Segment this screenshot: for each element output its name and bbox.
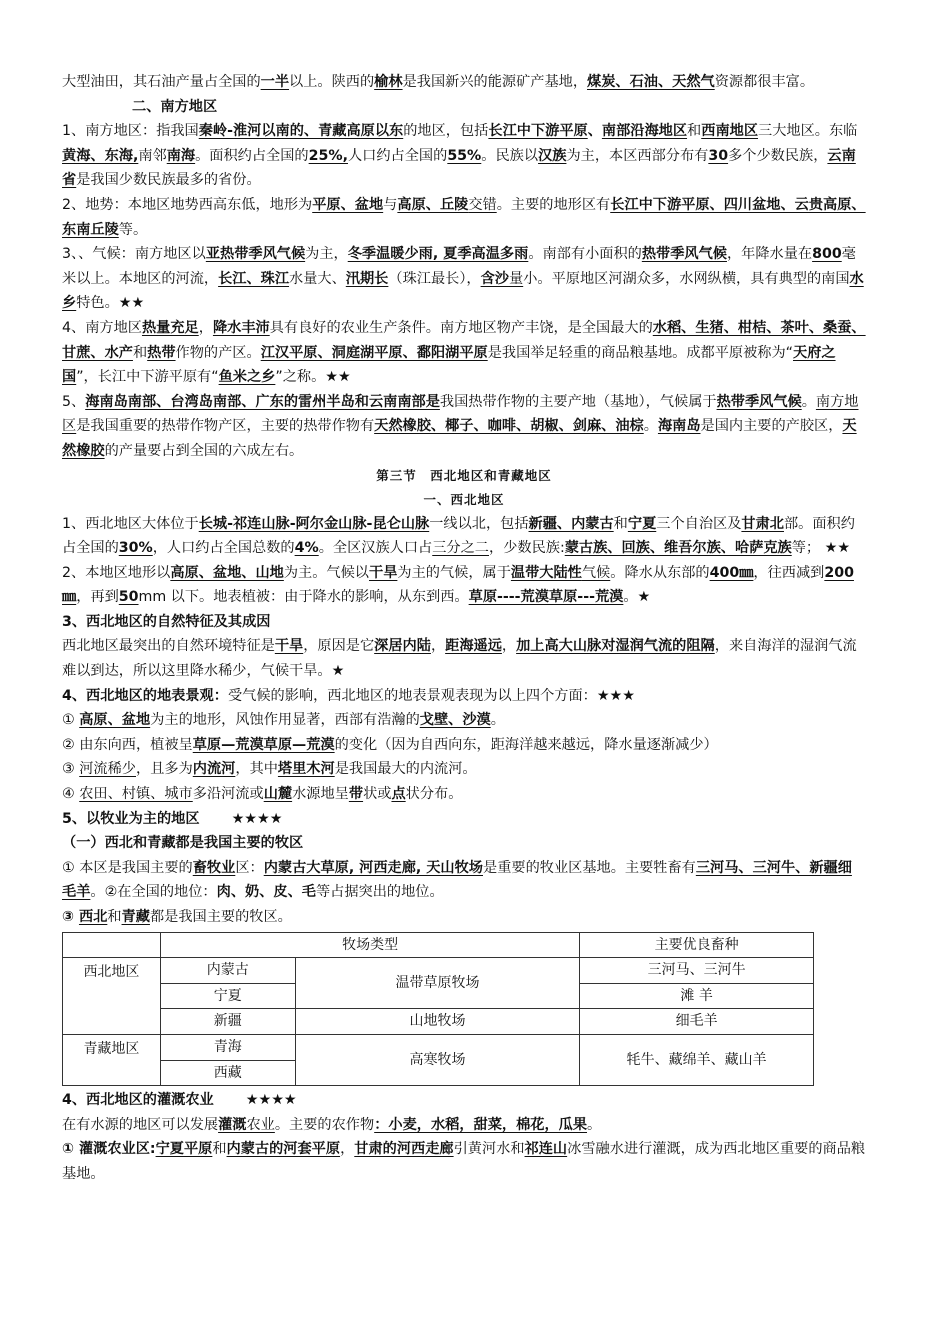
text: 是我国重要的热带作物产区，主要的热带作物有: [76, 418, 375, 435]
table-header-type: 牧场类型: [160, 932, 579, 958]
emphasis: 热量充足: [141, 319, 199, 336]
emphasis: 热带季风气候: [716, 393, 802, 410]
text: 。★: [623, 589, 651, 606]
section-heading-south: 二、南方地区: [132, 98, 218, 115]
emphasis: 干旱: [369, 564, 398, 581]
underlined: 农田、村镇、城市: [79, 786, 193, 803]
emphasis: 塔里木河: [277, 761, 335, 778]
text: 。②在全国的地位：: [90, 884, 217, 901]
paragraph-irrigation-1: [62, 1113, 866, 1138]
emphasis: 800: [812, 246, 842, 263]
text: 为主，本区西部分布有: [566, 147, 709, 164]
emphasis: 宁夏: [627, 515, 657, 532]
text: 4、南方地区: [62, 319, 142, 336]
text: 。面积约占全国的: [195, 147, 309, 164]
text: 为主的地形，风蚀作用显著，西部有浩瀚的: [150, 712, 420, 729]
text: 的变化（因为自西向东，距海洋越来越远，降水量逐渐减少）: [334, 736, 718, 753]
text: 。全区汉族人口占: [318, 540, 433, 557]
text: 和: [132, 344, 148, 361]
emphasis: 4%: [294, 540, 319, 557]
text: 的产量要占到全国的六成左右。: [104, 442, 304, 459]
text: 是我国少数民族最多的省份。: [76, 172, 261, 189]
table-header-breed: 主要优良畜种: [580, 932, 814, 958]
text: ，人口约占全国总数的: [152, 540, 295, 557]
emphasis: 三河马、三河牛、新疆细毛羊: [62, 859, 852, 901]
list-item-1: [62, 708, 866, 733]
emphasis: 榆林: [374, 74, 403, 90]
emphasis: 温带大陆性: [510, 564, 582, 581]
emphasis: 灌溉: [218, 1116, 247, 1133]
emphasis: 南部沿海地区: [601, 123, 688, 140]
table-row: [63, 1034, 814, 1060]
section-title: 第三节 西北地区和青藏地区: [376, 467, 552, 483]
text: ，且多为: [136, 761, 193, 778]
table-cell-region: 西北地区: [63, 958, 161, 1035]
underlined: 三分之二: [432, 540, 489, 557]
underlined: 量: [508, 270, 524, 287]
text: 引黄河水和: [453, 1141, 525, 1158]
emphasis: 祁连山: [524, 1141, 568, 1158]
emphasis: 热带: [147, 344, 176, 361]
emphasis: 蒙古族、回族、维吾尔族、哈萨克族: [564, 540, 792, 557]
text: 西北地区最突出的自然环境特征是: [62, 638, 275, 655]
emphasis: 天府之国: [62, 344, 836, 386]
text: 和: [687, 123, 702, 140]
text: 我国热带作物的主要产地（基地），气候属于: [439, 393, 717, 410]
emphasis: 亚热带季风气候: [205, 246, 306, 263]
text: 。: [587, 1116, 602, 1133]
text: 状或: [363, 786, 392, 803]
text: 人口约占全国的: [347, 147, 448, 164]
emphasis: 肉、奶、皮、毛: [216, 884, 316, 901]
text: 2、本地区地形以: [62, 564, 171, 581]
emphasis: 一半: [260, 74, 290, 90]
emphasis: 新疆、内蒙古: [528, 515, 614, 532]
emphasis: 水稻、生猪、柑桔、茶叶、桑蚕、甘蔗、水产: [62, 319, 866, 361]
text: 毫米以上。本地区的河流，: [62, 246, 856, 287]
emphasis: ：小麦，水稻，甜菜，棉花，瓜果: [374, 1116, 588, 1133]
emphasis: 距海遥远: [445, 638, 502, 655]
paragraph-south-5: [62, 390, 866, 464]
table-cell-breed: 细毛羊: [580, 1009, 814, 1035]
text: 一线以北，包括: [429, 515, 529, 532]
table-cell-type: 高寒牧场: [295, 1034, 580, 1085]
paragraph-nw-1: [62, 512, 866, 561]
table-cell-type: 山地牧场: [295, 1009, 580, 1035]
label: ① 灌溉农业区:: [62, 1141, 156, 1158]
heading-pasture: （一）西北和青藏都是我国主要的牧区: [62, 835, 304, 852]
heading-text: 4、西北地区的灌溉农业: [62, 1092, 214, 1109]
emphasis: 内蒙古大草原, 河西走廊, 天山牧场: [263, 859, 483, 876]
text: 。: [801, 393, 816, 410]
star-rating: ★★★★: [231, 810, 283, 827]
text: ，年降水量在: [726, 246, 813, 263]
emphasis: 25%,: [308, 147, 348, 164]
emphasis: 400㎜: [709, 564, 754, 581]
emphasis: 宁夏平原: [155, 1141, 213, 1158]
table-cell-province: 青海: [160, 1034, 295, 1060]
text: 。南部有小面积的: [528, 246, 642, 263]
emphasis: 含沙: [480, 270, 509, 287]
text: 都是我国主要的牧区。: [149, 909, 292, 925]
underlined: 农业: [246, 1116, 275, 1133]
table-cell-province: 西藏: [160, 1060, 295, 1086]
emphasis: 长江、珠江: [218, 270, 290, 287]
table-cell-breed: 滩 羊: [580, 983, 814, 1009]
star-rating: ★★★★: [245, 1092, 297, 1109]
emphasis: 鱼米之乡: [218, 369, 276, 386]
text: 是重要的牧业区基地。主要牲畜有: [483, 859, 696, 876]
table-cell-province: 内蒙古: [160, 958, 295, 984]
heading-nw-3: 3、西北地区的自然特征及其成因: [62, 613, 271, 630]
paragraph-pasture-3: [62, 905, 866, 930]
text: 大型油田，其石油产量占全国的: [62, 74, 261, 90]
text: 是我国最大的内流河。: [334, 761, 477, 778]
text: 区：: [235, 859, 264, 876]
text: 5、: [62, 393, 86, 410]
text: 三大地区。东临: [758, 123, 858, 140]
list-item-2: [62, 733, 866, 758]
text: 。民族以: [481, 147, 539, 164]
text: 。主要的农作物: [274, 1116, 375, 1133]
text: 状分布。: [405, 786, 463, 803]
emphasis: 50: [118, 589, 139, 606]
text: 冰雪融水进行灌溉，成为西北地区重要的商品粮基地。: [62, 1141, 866, 1182]
emphasis: 青藏: [121, 909, 150, 925]
table-cell-empty: [63, 932, 161, 958]
text: 为主的气候，属于: [397, 564, 511, 581]
text: ，: [501, 638, 517, 655]
text: 小。平原地区河湖众多，水网纵横，具有典型的南国: [523, 270, 850, 287]
emphasis: 高原、盆地、山地: [170, 564, 284, 581]
emphasis: 高原、盆地: [79, 712, 151, 729]
text: 部。面积约占全国的: [62, 515, 855, 557]
emphasis: 点: [391, 786, 406, 803]
table-cell-province: 新疆: [160, 1009, 295, 1035]
text: 是我国新兴的能源矿产基地，: [402, 74, 588, 90]
text: ，往西减到: [753, 564, 825, 581]
text: 作物的产区。: [175, 344, 261, 361]
emphasis: 江汉平原、洞庭湖平原、鄱阳湖平原: [260, 344, 488, 361]
text: 、: [587, 123, 602, 140]
text: 为主，: [305, 246, 348, 263]
text: 多沿河流或: [192, 786, 264, 803]
text: ③: [62, 909, 79, 925]
text: ④: [62, 786, 80, 803]
text: ，少数民族:: [489, 540, 565, 557]
subsection-title: 一、西北地区: [423, 491, 505, 507]
underlined: 交错: [468, 196, 497, 213]
paragraph-pasture-1: [62, 856, 866, 905]
text: ② 由东向西，植被呈: [62, 736, 193, 753]
text: 为主。气候以: [283, 564, 369, 581]
emphasis: 平原、盆地: [312, 196, 384, 213]
text: ”，长江中下游平原有“: [76, 369, 219, 386]
paragraph-south-1: [62, 119, 866, 193]
emphasis: 长江中下游平原: [488, 123, 588, 140]
heading-inline: 4、西北地区的地表景观：: [62, 687, 228, 704]
text: 受气候的影响，西北地区的地表景观表现为以上四个方面：★★★: [227, 687, 635, 704]
emphasis: 草原----荒漠草原---荒漠: [468, 589, 624, 606]
table-row: [63, 1009, 814, 1035]
emphasis: 云南省: [62, 147, 856, 189]
emphasis: 高原、丘陵: [397, 196, 469, 213]
text: 南邻: [138, 147, 167, 164]
emphasis: 热带季风气候: [641, 246, 727, 263]
text: 的地区，包括: [403, 123, 489, 140]
text: ③: [62, 761, 80, 778]
table-cell-breed: 牦牛、藏绵羊、藏山羊: [580, 1034, 814, 1085]
text: mm 以下。地表植被：由于降水的影响，从东到西。: [138, 589, 469, 606]
text: 在有水源的地区可以发展: [62, 1116, 219, 1133]
underlined: 河流稀少: [79, 761, 136, 778]
text: 以上。陕西的: [289, 74, 375, 90]
text: 等。: [118, 221, 148, 238]
emphasis: 海南岛: [657, 418, 701, 435]
text: 和: [613, 515, 628, 532]
text: 具有良好的农业生产条件。南方地区物产丰饶，是全国最大的: [269, 319, 653, 336]
paragraph-south-3: [62, 242, 866, 316]
text: 1、西北地区大体位于: [62, 515, 199, 532]
text: ，来自海洋的湿润气流难以到达，所以这里降水稀少，气候干旱。★: [62, 638, 857, 680]
text: 特色。★★: [76, 295, 145, 312]
underlined: 南方地区: [62, 393, 859, 435]
emphasis: 55%: [447, 147, 482, 164]
text: 等占据突出的地位。: [315, 884, 444, 901]
text: 是我国举足轻重的商品粮基地。成都平原被称为“: [487, 344, 793, 361]
emphasis: 长江中下游平原、四川盆地、云贵高原、东南丘陵: [62, 196, 866, 238]
emphasis: 秦岭-淮河以南的、青藏高原以东: [198, 123, 404, 140]
emphasis: 甘肃北: [741, 515, 784, 532]
paragraph-oilfield: [62, 70, 866, 119]
emphasis: 冬季温暖少雨, 夏季高温多雨: [347, 246, 529, 263]
emphasis: 30: [708, 147, 729, 164]
text: 资源都很丰富。: [714, 74, 815, 90]
text: 。: [490, 712, 505, 729]
text: ，其中: [235, 761, 278, 778]
text: 1、南方地区：指我国: [62, 123, 199, 140]
table-row: [63, 958, 814, 984]
emphasis: 甘肃的河西走廊: [354, 1141, 454, 1158]
emphasis: 长城-祁连山脉-阿尔金山脉-昆仑山脉: [198, 515, 430, 532]
emphasis: 30%: [118, 540, 153, 557]
list-item-3: [62, 757, 866, 782]
pasture-table: [62, 932, 814, 1087]
emphasis: 天然橡胶、椰子、咖啡、胡椒、剑麻、油棕: [374, 418, 644, 435]
text: ，: [340, 1141, 355, 1158]
text: 和: [212, 1141, 227, 1158]
text: 。降水从东部的: [610, 564, 710, 581]
emphasis: 天然橡胶: [62, 418, 857, 459]
heading-nw-5: [62, 807, 866, 832]
text: 与: [383, 196, 398, 213]
heading-irrigation: [62, 1088, 866, 1113]
paragraph-nw-2: [62, 561, 866, 610]
text: 。主要的地形区有: [496, 196, 611, 213]
text: 多个少数民族，: [728, 147, 828, 164]
table-cell-breed: 三河马、三河牛: [580, 958, 814, 984]
emphasis: 水乡: [62, 270, 864, 312]
emphasis: 降水丰沛: [212, 319, 270, 336]
table-header-row: [63, 932, 814, 958]
text: 水量大、: [289, 270, 346, 287]
emphasis: 西北: [78, 909, 108, 925]
paragraph-nw-4: [62, 684, 866, 709]
table-cell-region: 青藏地区: [63, 1034, 161, 1085]
emphasis: 煤炭、石油、天然气: [587, 74, 715, 90]
underlined: 气候: [581, 564, 611, 581]
paragraph-south-4: [62, 316, 866, 390]
emphasis: 深居内陆: [374, 638, 431, 655]
emphasis: 海南岛南部、台湾岛南部、广东的雷州半岛和云南南部是: [85, 393, 440, 410]
emphasis: 内蒙古的河套平原: [226, 1141, 341, 1158]
paragraph-irrigation-2: [62, 1137, 866, 1186]
emphasis: 内流河: [192, 761, 236, 778]
paragraph-nw-3: [62, 634, 866, 683]
text: 是国内主要的产胶区，: [700, 418, 843, 435]
emphasis: 畜牧业: [192, 859, 236, 876]
text: ”之称。★★: [275, 369, 351, 386]
text: ，: [430, 638, 446, 655]
text: 水源地呈: [292, 786, 349, 803]
text: 2、地势：本地区地势西高东低，地形为: [62, 196, 313, 213]
emphasis: 加上高大山脉对湿润气流的阻隔: [516, 638, 715, 655]
text: ① 本区是我国主要的: [62, 859, 193, 876]
text: ，: [198, 319, 213, 336]
table-cell-province: 宁夏: [160, 983, 295, 1009]
text: 。: [643, 418, 658, 435]
table-cell-type: 温带草原牧场: [295, 958, 580, 1009]
text: ，原因是它: [303, 638, 375, 655]
emphasis: 带: [348, 786, 364, 803]
list-item-4: [62, 782, 866, 807]
emphasis: 干旱: [274, 638, 304, 655]
text: ，再到: [76, 589, 119, 606]
text: ①: [62, 712, 80, 729]
emphasis: 200㎜: [62, 564, 854, 606]
text: 等； ★★: [791, 540, 851, 557]
text: （珠江最长），: [388, 270, 481, 287]
emphasis: 南海: [166, 147, 196, 164]
emphasis: 黄海、东海,: [62, 147, 139, 164]
text: 和: [107, 909, 122, 925]
emphasis: 山麓: [263, 786, 293, 803]
emphasis: 草原—荒漠草原—荒漠: [192, 736, 335, 753]
paragraph-south-2: [62, 193, 866, 242]
emphasis: 汉族: [538, 147, 567, 164]
text: 3、、气候：南方地区以: [62, 246, 206, 263]
emphasis: 戈壁、沙漠: [419, 712, 491, 729]
emphasis: 汛期长: [345, 270, 389, 287]
text: 三个自治区及: [656, 515, 742, 532]
emphasis: 西南地区: [701, 123, 759, 140]
heading-text: 5、以牧业为主的地区: [62, 810, 200, 827]
